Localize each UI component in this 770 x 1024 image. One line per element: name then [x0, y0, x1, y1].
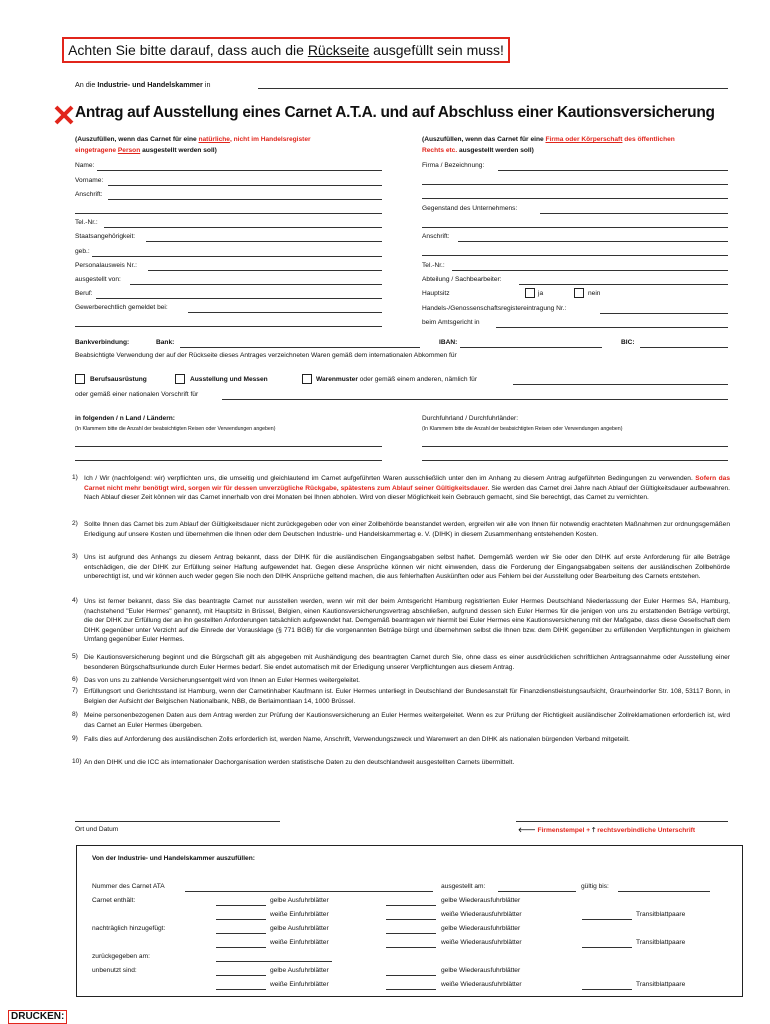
field-name-input[interactable]	[97, 170, 382, 171]
count-input[interactable]	[386, 975, 436, 976]
hauptsitz-label: Hauptsitz	[422, 290, 450, 297]
right-note-line1: (Auszufüllen, wenn das Carnet für eine Firma oder Körperschaft des öffentlichen	[422, 136, 675, 143]
hauptsitz-nein-label: nein	[588, 290, 601, 297]
field-geb-label: geb.:	[75, 248, 90, 255]
count-input[interactable]	[582, 919, 632, 920]
clause-text: Das von uns zu zahlende Versicherungsentgelt wird von Ihnen an Euler Hermes weitergeleitet.	[84, 677, 360, 684]
field-ausgestellt-label: ausgestellt von:	[75, 276, 121, 283]
warning-text-post: ausgefüllt sein muss!	[369, 42, 504, 58]
ausgestellt-input[interactable]	[498, 891, 576, 892]
hauptsitz-nein-checkbox[interactable]	[574, 288, 584, 298]
clause-number: 9)	[72, 735, 78, 742]
clause-text: Erfüllungsort und Gerichtsstand ist Hamburg, wenn der Carnetinhaber Kaufmann ist. Euler Hermes unterliegt in Deutschland der Bundesanstalt für Finanzdienstleistungsaufsicht, Graurheindorfer Str. 108, 53117 Bonn, in Belgien der Aufsicht der Belgischen Nationalbank, NBB, de Berlaimontlaan 14, 1000 Brüssel.	[84, 688, 730, 705]
bic-input[interactable]	[640, 347, 728, 348]
field-r-tel-label: Tel.-Nr.:	[422, 262, 445, 269]
clause-text: An den DIHK und die ICC als internationaler Dachorganisation werden statistische Daten zu den deutschlandweit ausgestellten Carnets übermittelt.	[84, 759, 515, 766]
count-input[interactable]	[582, 989, 632, 990]
gelbe-wieder-label: gelbe Wiederausfuhrblätter	[441, 897, 521, 904]
purpose-text: Beabsichtigte Verwendung der auf der Rückseite dieses Antrages verzeichneten Waren gemäß dem internationalen Abkommen für	[75, 352, 457, 359]
countries-right-sub: (In Klammern bitte die Anzahl der beabsichtigten Reisen oder Verwendungen angeben)	[422, 426, 623, 432]
count-input[interactable]	[386, 947, 436, 948]
field-vorname-label: Vorname:	[75, 177, 104, 184]
chamber-line	[75, 80, 210, 89]
field-beruf-label: Beruf:	[75, 290, 93, 297]
row-label: unbenutzt sind:	[92, 967, 137, 974]
print-button[interactable]: DRUCKEN:	[8, 1010, 67, 1024]
national-input[interactable]	[222, 399, 728, 400]
count-input[interactable]	[216, 947, 266, 948]
field-beruf-input[interactable]	[96, 298, 382, 299]
field-handelsreg-label: Handels-/Genossenschaftsregistereintragung Nr.:	[422, 305, 567, 312]
clause-text: Uns ist ferner bekannt, dass Sie das beantragte Carnet nur ausstellen werden, wenn wir mit der beim Amtsgericht Hamburg registrierten Euler Hermes Deutschland Niederlassung der Euler Hermes SA, Hamburg, (nachstehend "Euler Hermes" genannt), mit Hauptsitz in Brüssel, Belgien, einen Kautionsversicherungsvertrag abschließen, aufgrund dessen sich Euler Hermes für die jenigen von uns zu erstattenden Beträge verbürgt, die der DIHK zur Erfüllung der an ihn gestellten Anforderungen tatsächlich aufgewendet hat. Demgemäß beantragen wir hiermit bei Euler Hermes eine Kautionsversicherung mit der Maßgabe, dass diese Gesellschaft dem DIHK gegenüber unter Verzicht auf die Einrede der Vorausklage (§ 771 BGB) für die vorgenannten Beträge bürgt und übernehmen selbst die Ihnen bzw. dem DIHK gegenüber zu erfüllenden Verpflichtungen in gleichem Umfang gegenüber Euler Hermes.	[84, 598, 730, 644]
clause-number: 1)	[72, 474, 78, 481]
field-anschrift2-input[interactable]	[75, 213, 382, 214]
ausstellung-checkbox[interactable]	[175, 374, 185, 384]
transit-label: Transitblattpaare	[636, 981, 686, 988]
row-label: Carnet enthält:	[92, 897, 136, 904]
field-ausweis-label: Personalausweis Nr.:	[75, 262, 137, 269]
countries-left-input-1[interactable]	[75, 446, 382, 447]
count-input[interactable]	[582, 947, 632, 948]
arrow-up-icon: 🡑	[591, 827, 596, 834]
signature-label: 🡐 Firmenstempel + 🡑 rechtsverbindliche Unterschrift	[518, 827, 696, 834]
countries-left-title: in folgenden / n Land / Ländern:	[75, 415, 176, 422]
field-gewerbe-input[interactable]	[188, 312, 382, 313]
signature-input[interactable]	[516, 821, 728, 822]
chamber-bold: Industrie- und Handelskammer	[97, 80, 203, 89]
field-r-anschrift-label: Anschrift:	[422, 233, 450, 240]
clause-number: 8)	[72, 711, 78, 718]
field-gewerbe2-input[interactable]	[75, 326, 382, 327]
arrow-left-icon: 🡐	[518, 827, 536, 834]
page-title: Antrag auf Ausstellung eines Carnet A.T.A. und auf Abschluss einer Kautionsversicherung	[75, 104, 715, 121]
field-amtsgericht-label: beim Amtsgericht in	[422, 319, 480, 326]
iban-input[interactable]	[460, 347, 602, 348]
iban-label: IBAN:	[439, 339, 458, 346]
clause-text: Die Kautionsversicherung beginnt und die Bürgschaft gilt als abgegeben mit Aushändigung des beantragten Carnet durch Sie, ohne dass es einer ausdrücklichen schriftlichen Antragsannahme oder Ausstellung einer besonderen Bürgschaftsurkunde durch Euler Hermes bedarf. Sie endet automatisch mit der Erledigung unserer Verpflichtungen aus diesem Antrag.	[84, 654, 730, 671]
row-label: zurückgegeben am:	[92, 953, 150, 960]
countries-left-sub: (In Klammern bitte die Anzahl der beabsichtigten Reisen oder Verwendungen angeben)	[75, 426, 276, 432]
count-input[interactable]	[216, 975, 266, 976]
field-r-anschrift2-input[interactable]	[422, 255, 728, 256]
count-input[interactable]	[386, 989, 436, 990]
count-input[interactable]	[386, 905, 436, 906]
bic-label: BIC:	[621, 339, 635, 346]
gelbe-ausfuhr-label: gelbe Ausfuhrblätter	[270, 967, 329, 974]
clause-number: 4)	[72, 597, 78, 604]
count-input[interactable]	[216, 933, 266, 934]
field-firma-input[interactable]	[498, 170, 728, 171]
field-gewerbe-label: Gewerberechtlich gemeldet bei:	[75, 304, 168, 311]
warning-text-pre: Achten Sie bitte darauf, dass auch die	[68, 42, 308, 58]
bank-label: Bank:	[156, 339, 175, 346]
warenmuster-checkbox[interactable]	[302, 374, 312, 384]
chamber-post: in	[202, 80, 211, 89]
field-gegenstand-label: Gegenstand des Unternehmens:	[422, 205, 518, 212]
hauptsitz-ja-label: ja	[538, 290, 544, 297]
clause-number: 10)	[72, 758, 82, 765]
field-tel-label: Tel.-Nr.:	[75, 219, 98, 226]
count-input[interactable]	[386, 919, 436, 920]
gueltig-input[interactable]	[618, 891, 710, 892]
field-handelsreg-input[interactable]	[600, 313, 728, 314]
field-tel-input[interactable]	[104, 227, 382, 228]
chamber-pre: An die	[75, 80, 98, 89]
countries-right-input-2[interactable]	[422, 460, 728, 461]
transit-label: Transitblattpaare	[636, 911, 686, 918]
field-r-anschrift-input[interactable]	[458, 241, 728, 242]
count-input[interactable]	[216, 919, 266, 920]
ort-datum-label: Ort und Datum	[75, 826, 119, 833]
field-abteilung-label: Abteilung / Sachbearbeiter:	[422, 276, 502, 283]
count-input[interactable]	[386, 933, 436, 934]
clause-text: Sollte Ihnen das Carnet bis zum Ablauf der Gültigkeitsdauer nicht zurückgegeben oder von einer Zollbehörde beanstandet werden, ergreifen wir alle von Ihnen für notwendig erachteten Maßnahmen zur ordnungsgemäßen Erledigung auf unsere Kosten und übernehmen die Ihnen oder dem Deutschen Industrie- und Handelskammertag e. V. (DIHK) in diesem Zusammenhang entstehenden Kosten.	[84, 521, 730, 538]
field-anschrift-input[interactable]	[108, 199, 382, 200]
row-label: nachträglich hinzugefügt:	[92, 925, 166, 932]
weisse-wieder-label: weiße Wiederausfuhrblätter	[441, 981, 522, 988]
ausstellung-label: Ausstellung und Messen	[190, 376, 268, 383]
clause-number: 5)	[72, 653, 78, 660]
chamber-box-title: Von der Industrie- und Handelskammer auszufüllen:	[92, 855, 255, 862]
clause-text: Meine personenbezogenen Daten aus dem Antrag werden zur Prüfung der Kautionsversicherung an Euler Hermes weitergeleitet. Wenn es zur Prüfung der Richtigkeit ausländischer Zollreklamationen erforderlich ist, wird das Carnet an Euler Hermes übergeben.	[84, 712, 730, 729]
field-staats-input[interactable]	[146, 241, 382, 242]
gelbe-ausfuhr-label: gelbe Ausfuhrblätter	[270, 897, 329, 904]
weisse-wieder-label: weiße Wiederausfuhrblätter	[441, 911, 522, 918]
gelbe-ausfuhr-label: gelbe Ausfuhrblätter	[270, 925, 329, 932]
weisse-einfuhr-label: weiße Einfuhrblätter	[270, 939, 329, 946]
clause-text: Falls dies auf Anforderung des ausländischen Zolls erforderlich ist, werden Name, Anschrift, Verwendungszweck und Warenwert an den DIHK als nationalen bürgenden Verband mitgeteilt.	[84, 736, 630, 743]
countries-right-input-1[interactable]	[422, 446, 728, 447]
clause-text: Ich / Wir (nachfolgend: wir) verpflichten uns, die umseitig und gleichlautend im Carnet aufgeführten Waren ausschließlich unter den im Anhang zu diesem Antrag aufgeführten Bedingungen zu verwenden. Sofern das Carnet nicht mehr benötigt wird, sorgen wir für dessen unverzügliche Rückgabe, spätestens zum Ablauf seiner Gültigkeitsdauer. Sie werden das Carnet drei Jahre nach Ablauf der Gültigkeitsdauer aufbewahren. Nach Ablauf dieser Zeit können wir das Carnet innerhalb von drei Monaten bei Ihnen abholen. Wird von dieser Möglichkeit kein Gebrauch gemacht, sind Sie berechtigt, das Carnet zu vernichten.	[84, 475, 731, 502]
field-geb-input[interactable]	[92, 256, 382, 257]
countries-left-input-2[interactable]	[75, 460, 382, 461]
field-gegenstand-input[interactable]	[540, 213, 728, 214]
field-amtsgericht-input[interactable]	[496, 327, 728, 328]
chamber-input[interactable]	[258, 88, 728, 89]
field-r-tel-input[interactable]	[452, 270, 728, 271]
weisse-wieder-label: weiße Wiederausfuhrblätter	[441, 939, 522, 946]
gelbe-wieder-label: gelbe Wiederausfuhrblätter	[441, 967, 521, 974]
clause-number: 6)	[72, 676, 78, 683]
gueltig-label: gültig bis:	[581, 883, 609, 890]
field-firma-label: Firma / Bezeichnung:	[422, 162, 485, 169]
count-input[interactable]	[216, 989, 266, 990]
countries-right-title: Durchfuhrland / Durchfuhrländer:	[422, 415, 519, 422]
bank-verbindung-label: Bankverbindung:	[75, 339, 130, 346]
field-gegenstand2-input[interactable]	[422, 227, 728, 228]
national-label: oder gemäß einer nationalen Vorschrift für	[75, 391, 199, 398]
warning-box	[62, 37, 510, 63]
weisse-einfuhr-label: weiße Einfuhrblätter	[270, 981, 329, 988]
field-ausgestellt-input[interactable]	[130, 284, 382, 285]
ausgestellt-label: ausgestellt am:	[441, 883, 486, 890]
berufsausruestung-label: Berufsausrüstung	[90, 376, 147, 383]
left-note-line2: eingetragene Person ausgestellt werden soll)	[75, 147, 217, 154]
gelbe-wieder-label: gelbe Wiederausfuhrblätter	[441, 925, 521, 932]
warenmuster-label: Warenmuster oder gemäß einem anderen, nämlich für	[316, 376, 478, 383]
berufsausruestung-checkbox[interactable]	[75, 374, 85, 384]
red-cross-icon	[53, 104, 75, 126]
clause-text: Uns ist aufgrund des Anhangs zu diesem Antrag bekannt, dass der DIHK für die ausländischen Eingangsabgaben selbst haftet. Demgemäß werden wir Sie oder den DIHK auf erste Anforderung für alle Beträge entschädigen, die der DIHK zur Erfüllung seiner Haftung aufgewendet hat. Gegen diese Ansprüche können wir nicht einwenden, dass die Forderung der Eingangsabgaben seitens der ausländischen Zollbehörde unberechtigt ist, und wir können auch weder gegen Sie noch den DIHK Ansprüche geltend machen, die aus fehlerhaften Auskünften oder aus Fehlern bei der Ausstellung oder Bearbeitung des Carnets entstehen.	[84, 554, 730, 581]
warning-text-underlined: Rückseite	[307, 42, 370, 58]
transit-label: Transitblattpaare	[636, 939, 686, 946]
field-firma3-input[interactable]	[422, 198, 728, 199]
clause-number: 3)	[72, 553, 78, 560]
warenmuster-input[interactable]	[513, 384, 728, 385]
carnet-nummer-input[interactable]	[185, 891, 433, 892]
field-anschrift-label: Anschrift:	[75, 191, 103, 198]
field-firma2-input[interactable]	[422, 184, 728, 185]
weisse-einfuhr-label: weiße Einfuhrblätter	[270, 911, 329, 918]
field-abteilung-input[interactable]	[519, 284, 728, 285]
field-vorname-input[interactable]	[108, 185, 382, 186]
clause-number: 7)	[72, 687, 78, 694]
ort-datum-input[interactable]	[75, 821, 280, 822]
clause-number: 2)	[72, 520, 78, 527]
count-input[interactable]	[216, 905, 266, 906]
bank-input[interactable]	[180, 347, 420, 348]
zurueck-input[interactable]	[216, 961, 332, 962]
field-staats-label: Staatsangehörigkeit:	[75, 233, 136, 240]
field-ausweis-input[interactable]	[148, 270, 382, 271]
hauptsitz-ja-checkbox[interactable]	[525, 288, 535, 298]
field-name-label: Name:	[75, 162, 95, 169]
left-note-line1: (Auszufüllen, wenn das Carnet für eine natürliche, nicht im Handelsregister	[75, 136, 311, 143]
right-note-line2: Rechts etc. ausgestellt werden soll)	[422, 147, 534, 154]
carnet-nummer-label: Nummer des Carnet ATA	[92, 883, 165, 890]
